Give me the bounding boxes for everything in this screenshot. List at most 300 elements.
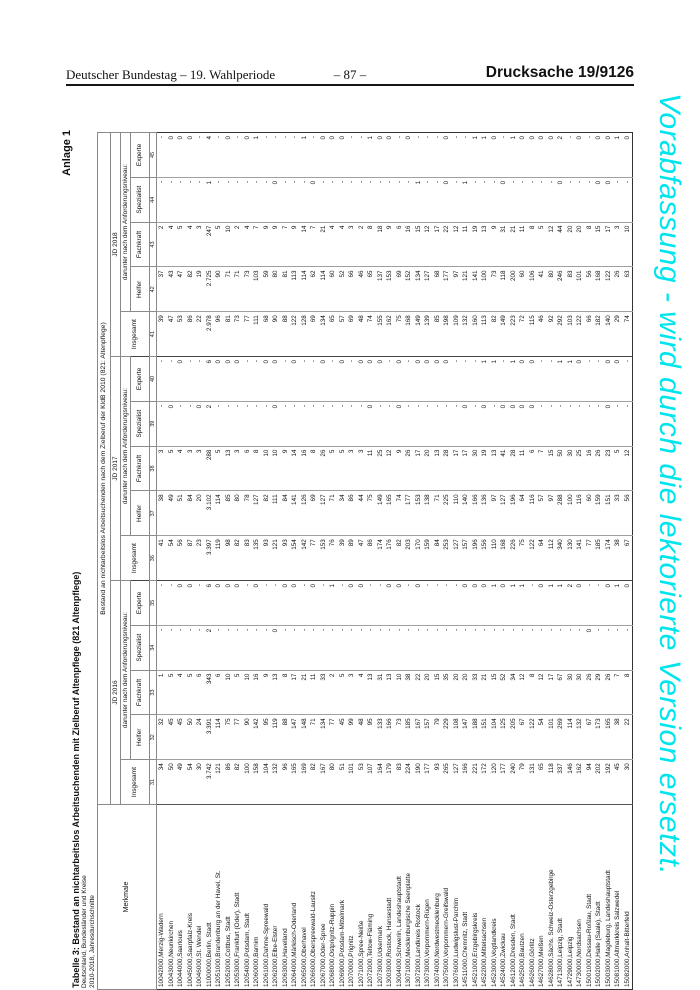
value-cell: 11 [309, 670, 319, 715]
value-cell: 0 [395, 581, 405, 626]
value-cell: 49 [167, 491, 177, 536]
value-cell: 135 [252, 536, 262, 581]
table-row [214, 133, 224, 990]
value-cell: 0 [575, 133, 585, 178]
value-cell: 0 [233, 581, 243, 626]
value-cell: 9 [262, 670, 272, 715]
value-cell: 0 [537, 133, 547, 178]
column-number: 45 [150, 133, 157, 178]
region-name-cell: 14626000,Görlitz [528, 805, 538, 990]
region-name-cell: 14522000,Mittelsachsen [480, 805, 490, 990]
value-cell: 134 [319, 312, 329, 357]
region-name-cell: 13076000,Ludwigslust-Parchim [452, 805, 462, 990]
value-cell: 0 [309, 581, 319, 626]
value-cell: 45 [167, 715, 177, 760]
region-name-cell: 12063000,Havelland [281, 805, 291, 990]
value-cell: - [290, 625, 300, 670]
value-cell: 0 [214, 581, 224, 626]
column-number: 38 [150, 446, 157, 491]
column-number: 39 [150, 401, 157, 446]
value-cell: 29 [613, 312, 623, 357]
value-cell: 0 [385, 581, 395, 626]
value-cell: 226 [509, 536, 519, 581]
value-cell: 17 [414, 446, 424, 491]
value-cell: - [214, 177, 224, 222]
value-cell: 107 [366, 760, 376, 805]
value-cell: - [442, 625, 452, 670]
value-cell: 3 [186, 446, 196, 491]
value-cell: - [433, 133, 443, 178]
value-cell: - [623, 177, 633, 222]
value-cell: 196 [509, 491, 519, 536]
table-row [461, 133, 471, 990]
region-name-cell: 10045000,Saarpfalz-Kreis [186, 805, 196, 990]
value-cell: 9 [290, 222, 300, 267]
value-cell: - [566, 133, 576, 178]
value-cell: - [281, 401, 291, 446]
value-cell: 38 [404, 670, 414, 715]
value-cell: - [433, 401, 443, 446]
insgesamt-header: Insgesamt [121, 312, 150, 357]
column-number: 34 [150, 625, 157, 670]
value-cell: 168 [499, 536, 509, 581]
value-cell: 4 [243, 222, 253, 267]
value-cell: - [604, 625, 614, 670]
table-row [243, 133, 253, 990]
value-cell: - [547, 401, 557, 446]
value-cell: - [385, 625, 395, 670]
value-cell: 114 [300, 267, 310, 312]
value-cell: - [347, 401, 357, 446]
column-number: 41 [150, 312, 157, 357]
header-drucksache-number: Drucksache 19/9126 [485, 64, 634, 81]
table-title: Tabelle 3: Bestand an nichtarbeitslos Arbeitsuchenden mit Zielberuf Altenpflege (821 Altenpflege) [71, 571, 81, 988]
value-cell: 75 [518, 536, 528, 581]
value-cell: 6 [195, 670, 205, 715]
value-cell: - [281, 625, 291, 670]
table-row [414, 133, 424, 990]
region-name-cell: 11000000,Berlin, Stadt [205, 805, 215, 990]
value-cell: 6 [205, 357, 215, 402]
region-name-cell: 14730000,Nordsachsen [575, 805, 585, 990]
value-cell: 185 [594, 536, 604, 581]
value-cell: 127 [452, 760, 462, 805]
value-cell: 41 [537, 267, 547, 312]
region-name-cell: 15003000,Magdeburg, Landeshauptstadt [604, 805, 614, 990]
value-cell: 106 [528, 267, 538, 312]
value-cell: - [281, 357, 291, 402]
value-cell: 59 [262, 267, 272, 312]
region-name-cell: 12065000,Oberhavel [300, 805, 310, 990]
value-cell: - [376, 401, 386, 446]
value-cell: 86 [366, 536, 376, 581]
value-cell: 0 [575, 357, 585, 402]
value-cell: 3 [195, 222, 205, 267]
value-cell: 176 [385, 536, 395, 581]
value-cell: 5 [167, 446, 177, 491]
value-cell: 5 [233, 670, 243, 715]
value-cell: 13 [224, 446, 234, 491]
table-row [613, 133, 623, 990]
value-cell: 119 [271, 715, 281, 760]
value-cell: - [547, 357, 557, 402]
value-cell: 5 [214, 446, 224, 491]
value-cell: - [176, 401, 186, 446]
value-cell: - [328, 177, 338, 222]
region-name-cell: 12067000,Oder-Spree [319, 805, 329, 990]
value-cell: 174 [604, 536, 614, 581]
value-cell: 31 [376, 670, 386, 715]
value-cell: 253 [442, 536, 452, 581]
value-cell: 1 [556, 357, 566, 402]
value-cell: - [214, 133, 224, 178]
value-cell: - [319, 177, 329, 222]
value-cell: 20 [423, 446, 433, 491]
value-cell: - [224, 177, 234, 222]
value-cell: 0 [271, 401, 281, 446]
value-cell: 131 [528, 760, 538, 805]
value-cell: 9 [271, 222, 281, 267]
value-cell: - [347, 177, 357, 222]
value-cell: 0 [499, 401, 509, 446]
level-header-helfer: Helfer [131, 491, 150, 536]
table-subtitle-region: Deutschland, Bundesländer und Kreise [81, 875, 88, 988]
value-cell: - [537, 625, 547, 670]
value-cell: 0 [442, 133, 452, 178]
value-cell: 120 [490, 760, 500, 805]
value-cell: 115 [528, 312, 538, 357]
value-cell: 53 [357, 760, 367, 805]
value-cell: 5 [167, 670, 177, 715]
value-cell: 6 [395, 222, 405, 267]
value-cell: 147 [290, 715, 300, 760]
value-cell: 8 [585, 222, 595, 267]
region-name-cell: 13072000,Landkreis Rostock [414, 805, 424, 990]
value-cell: - [357, 401, 367, 446]
value-cell: 6 [214, 670, 224, 715]
value-cell: 0 [528, 401, 538, 446]
value-cell: 247 [205, 222, 215, 267]
value-cell: 89 [347, 536, 357, 581]
value-cell: 46 [357, 267, 367, 312]
value-cell: 12 [547, 222, 557, 267]
value-cell: 95 [366, 715, 376, 760]
value-cell: - [338, 401, 348, 446]
value-cell: 16 [252, 670, 262, 715]
table-row [395, 133, 405, 990]
value-cell: 45 [613, 760, 623, 805]
value-cell: 0 [414, 581, 424, 626]
value-cell: - [404, 625, 414, 670]
value-cell: - [376, 177, 386, 222]
level-header-fachkraft: Fachkraft [131, 446, 150, 491]
value-cell: 5 [176, 222, 186, 267]
value-cell: 45 [176, 715, 186, 760]
value-cell: - [528, 581, 538, 626]
value-cell: 121 [461, 267, 471, 312]
value-cell: 141 [471, 267, 481, 312]
table-row [376, 133, 386, 990]
value-cell: 73 [395, 715, 405, 760]
value-cell: 56 [623, 491, 633, 536]
value-cell: 0 [262, 357, 272, 402]
value-cell: 30 [566, 446, 576, 491]
value-cell: 94 [585, 760, 595, 805]
insgesamt-header: Insgesamt [121, 760, 150, 805]
value-cell: 0 [309, 177, 319, 222]
value-cell: 11 [518, 222, 528, 267]
region-name-cell: 13074000,Nordwestmecklenburg [433, 805, 443, 990]
value-cell: 0 [224, 133, 234, 178]
region-name-cell: 12062000,Elbe-Elster [271, 805, 281, 990]
value-cell: 69 [347, 312, 357, 357]
value-cell: - [566, 177, 576, 222]
value-cell: 6 [243, 446, 253, 491]
value-cell: 8 [366, 222, 376, 267]
table-row [528, 133, 538, 990]
table-row [499, 133, 509, 990]
value-cell: 12 [537, 670, 547, 715]
value-cell: 75 [395, 312, 405, 357]
value-cell: 86 [186, 312, 196, 357]
value-cell: - [319, 581, 329, 626]
region-name-cell: 13073000,Vorpommern-Rügen [423, 805, 433, 990]
value-cell: 49 [176, 760, 186, 805]
value-cell: 1 [547, 581, 557, 626]
region-name-cell: 14524000,Zwickau [499, 805, 509, 990]
value-cell: 149 [499, 312, 509, 357]
value-cell: 173 [594, 715, 604, 760]
value-cell: 77 [309, 536, 319, 581]
table-row [385, 133, 395, 990]
value-cell: 22 [195, 312, 205, 357]
value-cell: - [167, 625, 177, 670]
darunter-header: darunter nach dem Anforderungsniveau: [121, 357, 131, 536]
value-cell: - [537, 177, 547, 222]
value-cell: 103 [252, 267, 262, 312]
value-cell: - [186, 401, 196, 446]
value-cell: - [499, 625, 509, 670]
table-row [224, 133, 234, 990]
table-title-block [71, 572, 96, 988]
value-cell: 100 [243, 760, 253, 805]
level-header-helfer: Helfer [131, 267, 150, 312]
value-cell: 221 [471, 760, 481, 805]
value-cell: 31 [499, 222, 509, 267]
value-cell: 139 [423, 312, 433, 357]
value-cell: - [214, 401, 224, 446]
value-cell: 77 [585, 536, 595, 581]
value-cell: 0 [604, 133, 614, 178]
value-cell: - [233, 625, 243, 670]
value-cell: 122 [528, 715, 538, 760]
value-cell: 0 [518, 401, 528, 446]
value-cell: - [452, 581, 462, 626]
value-cell: - [385, 357, 395, 402]
value-cell: 83 [243, 536, 253, 581]
table-row [594, 133, 604, 990]
value-cell: 8 [252, 446, 262, 491]
value-cell: - [537, 401, 547, 446]
value-cell: 114 [214, 715, 224, 760]
value-cell: 11 [518, 446, 528, 491]
value-cell: - [281, 133, 291, 178]
value-cell: 110 [490, 536, 500, 581]
value-cell: 113 [290, 267, 300, 312]
value-cell: - [157, 177, 167, 222]
value-cell: 137 [376, 267, 386, 312]
value-cell: 15 [547, 446, 557, 491]
value-cell: - [195, 581, 205, 626]
value-cell: 17 [461, 446, 471, 491]
value-cell: - [556, 401, 566, 446]
value-cell: 3.397 [205, 536, 215, 581]
value-cell: 10 [224, 670, 234, 715]
value-cell: 132 [575, 715, 585, 760]
value-cell: 151 [604, 491, 614, 536]
value-cell: 82 [186, 267, 196, 312]
header-left-text: Deutscher Bundestag – 19. Wahlperiode [66, 67, 276, 82]
value-cell: - [404, 357, 414, 402]
watermark-text: Vorabfassung - wird durch die lektorierte Version ersetzt. [653, 93, 686, 876]
value-cell: 114 [214, 491, 224, 536]
value-cell: - [461, 133, 471, 178]
value-cell: 147 [461, 715, 471, 760]
value-cell: 0 [252, 581, 262, 626]
value-cell: 19 [471, 222, 481, 267]
value-cell: 45 [338, 715, 348, 760]
value-cell: 0 [537, 581, 547, 626]
value-cell: - [243, 625, 253, 670]
value-cell: - [471, 625, 481, 670]
value-cell: 88 [281, 715, 291, 760]
value-cell: - [585, 581, 595, 626]
value-cell: 122 [604, 267, 614, 312]
value-cell: 265 [442, 760, 452, 805]
value-cell: 0 [594, 177, 604, 222]
value-cell: 24 [195, 715, 205, 760]
value-cell: 0 [376, 133, 386, 178]
value-cell: - [461, 625, 471, 670]
value-cell: 0 [290, 357, 300, 402]
value-cell: 30 [575, 670, 585, 715]
value-cell: 64 [518, 491, 528, 536]
darunter-header: darunter nach dem Anforderungsniveau: [121, 581, 131, 760]
value-cell: 0 [404, 133, 414, 178]
value-cell: - [233, 401, 243, 446]
value-cell: 23 [195, 536, 205, 581]
value-cell: 10 [395, 670, 405, 715]
value-cell: - [575, 401, 585, 446]
value-cell: 77 [243, 312, 253, 357]
value-cell: 26 [585, 670, 595, 715]
table-subtitle-period: 2010-2018, Jahresdurchschnitte [88, 895, 96, 988]
value-cell: 10 [224, 222, 234, 267]
table-row [556, 133, 566, 990]
value-cell: - [480, 625, 490, 670]
value-cell: - [357, 133, 367, 178]
value-cell: 114 [566, 715, 576, 760]
table-row [271, 133, 281, 990]
value-cell: 3.742 [205, 760, 215, 805]
value-cell: 97 [452, 267, 462, 312]
value-cell: 179 [385, 760, 395, 805]
value-cell: 127 [252, 491, 262, 536]
table-row [518, 133, 528, 990]
region-name-cell: 14729000,Leipzig [566, 805, 576, 990]
value-cell: 121 [271, 536, 281, 581]
value-cell: 164 [376, 760, 386, 805]
value-cell: 81 [224, 312, 234, 357]
value-cell: - [623, 357, 633, 402]
value-cell: 1 [566, 357, 576, 402]
value-cell: 19 [480, 446, 490, 491]
value-cell: 127 [499, 491, 509, 536]
value-cell: - [357, 625, 367, 670]
region-name-cell: 14625000,Bautzen [518, 805, 528, 990]
region-name-cell: 15082000,Anhalt-Bitterfeld [623, 805, 633, 990]
table-row [537, 133, 547, 990]
value-cell: 82 [233, 536, 243, 581]
value-cell: 200 [509, 267, 519, 312]
table-row [604, 133, 614, 990]
value-cell: 0 [271, 177, 281, 222]
value-cell: - [423, 401, 433, 446]
table-row [233, 133, 243, 990]
value-cell: 0 [442, 357, 452, 402]
value-cell: - [452, 401, 462, 446]
value-cell: 73 [243, 267, 253, 312]
value-cell: 17 [290, 670, 300, 715]
value-cell: 50 [186, 715, 196, 760]
value-cell: - [423, 133, 433, 178]
value-cell: - [262, 177, 272, 222]
value-cell: 77 [328, 715, 338, 760]
value-cell: 83 [395, 760, 405, 805]
value-cell: 0 [414, 357, 424, 402]
value-cell: - [347, 133, 357, 178]
value-cell: 111 [271, 491, 281, 536]
value-cell: - [366, 625, 376, 670]
value-cell: - [186, 625, 196, 670]
region-name-cell: 12066000,Oberspreewald-Lausitz [309, 805, 319, 990]
value-cell: - [585, 133, 595, 178]
region-name-cell: 12061000,Dahme-Spreewald [262, 805, 272, 990]
value-cell: 2 [556, 133, 566, 178]
region-name-cell: 12054000,Potsdam, Stadt [243, 805, 253, 990]
value-cell: 34 [509, 670, 519, 715]
table-row [452, 133, 462, 990]
table-row [205, 133, 215, 990]
value-cell: 149 [414, 312, 424, 357]
value-cell: 188 [471, 715, 481, 760]
value-cell: 29 [594, 670, 604, 715]
value-cell: - [157, 357, 167, 402]
value-cell: 30 [195, 760, 205, 805]
group-header-2018: JD 2018 [111, 133, 121, 357]
value-cell: 1 [480, 357, 490, 402]
value-cell: 93 [262, 536, 272, 581]
value-cell: 85 [224, 491, 234, 536]
value-cell: 80 [233, 491, 243, 536]
region-name-cell: 14523000,Vogtlandkreis [490, 805, 500, 990]
value-cell: 0 [176, 357, 186, 402]
value-cell: 67 [518, 715, 528, 760]
value-cell: - [167, 581, 177, 626]
value-cell: - [404, 581, 414, 626]
value-cell: - [376, 625, 386, 670]
column-number: 42 [150, 267, 157, 312]
